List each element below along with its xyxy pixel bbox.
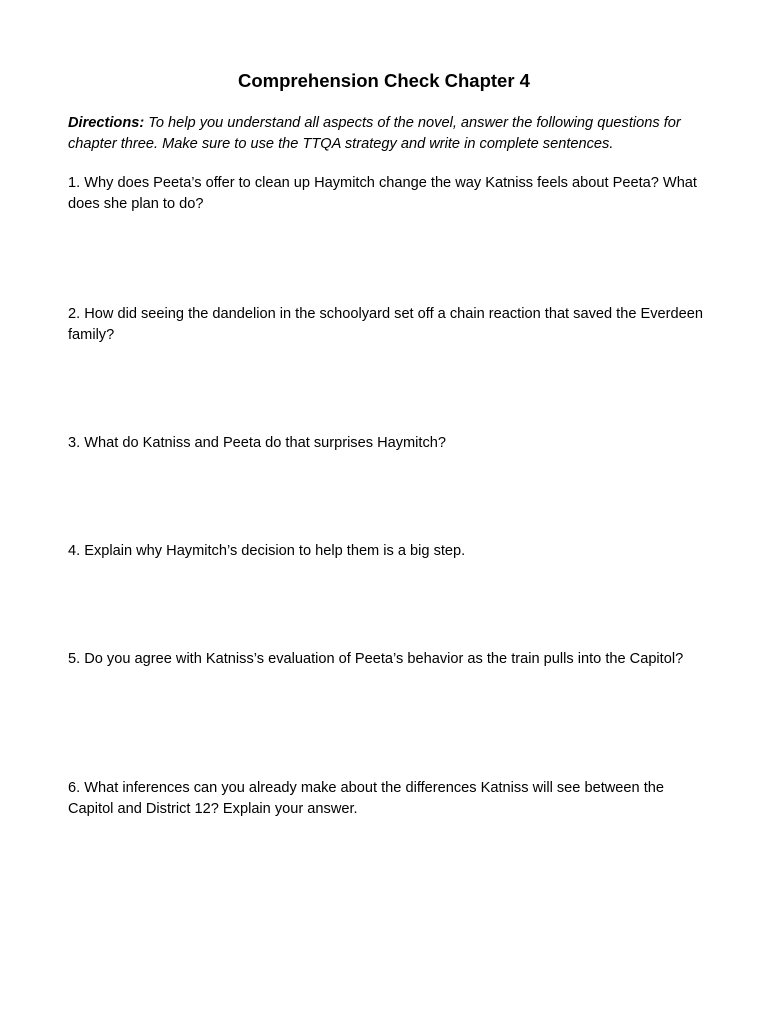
page-title: Comprehension Check Chapter 4 <box>238 70 530 91</box>
question-6: 6. What inferences can you already make about the differences Katniss will see between the Capitol and District 12? Explain your answer. <box>68 780 664 817</box>
directions-label: Directions: <box>68 115 145 131</box>
directions-text: To help you understand all aspects of the novel, answer the following questions for chapter three. Make sure to use the TTQA strategy and write in complete sentences. <box>68 115 681 152</box>
question-4: 4. Explain why Haymitch’s decision to help them is a big step. <box>68 543 466 559</box>
question-2: 2. How did seeing the dandelion in the schoolyard set off a chain reaction that saved the Everdeen family? <box>68 306 703 343</box>
question-3: 3. What do Katniss and Peeta do that surprises Haymitch? <box>68 435 447 451</box>
question-1: 1. Why does Peeta’s offer to clean up Haymitch change the way Katniss feels about Peeta? What does she plan to do? <box>68 175 697 212</box>
directions-paragraph <box>68 113 718 155</box>
question-5: 5. Do you agree with Katniss’s evaluation of Peeta’s behavior as the train pulls into the Capitol? <box>68 651 684 667</box>
